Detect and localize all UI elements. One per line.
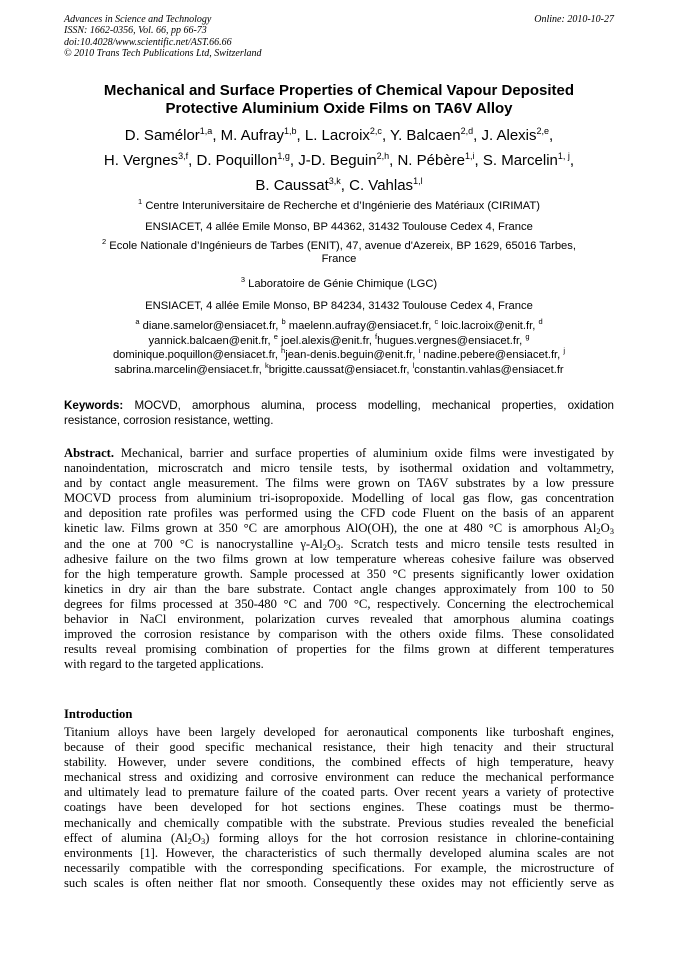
author: J. Alexis (481, 127, 537, 144)
email: diane.samelor@ensiacet.fr, (142, 320, 279, 332)
email-sup: b (281, 317, 286, 326)
email-list (40, 319, 638, 377)
author: S. Marcelin (482, 152, 558, 169)
email: sabrina.marcelin@ensiacet.fr, (114, 363, 262, 376)
abstract-line: adhesive failure on the two films grown at low temperature whereas cohesive failure was observed (64, 551, 614, 566)
email-sup: g (525, 331, 530, 341)
abstract-line: and deposition rate profiles was performed using the CFD code Fluent on the basis of an apparent (64, 506, 614, 521)
abstract-line: and by contact angle measurement. The films were grown on TA6V substrates by a low pressure (64, 476, 614, 491)
copyright-line: © 2010 Trans Tech Publications Ltd, Switzerland (64, 47, 262, 59)
affiliation-name: Ecole Nationale d’Ingénieurs de Tarbes (ENIT), 47, avenue d'Azereix, BP 1629, 65016 Tarbes, (109, 240, 576, 252)
abstract-text: O (600, 521, 610, 536)
abstract-line: MOCVD process from aluminium tri-isopropoxide. Modelling of local gas flow, gas concentration (64, 491, 614, 506)
keywords-text: resistance, corrosion resistance, wetting. (64, 413, 274, 427)
abstract-text: O (326, 536, 337, 551)
affiliation-country: France (321, 253, 357, 265)
subscript: 2 (322, 541, 327, 552)
author: M. Aufray (220, 127, 285, 144)
abstract-line-6 (64, 521, 614, 536)
email-line-4 (40, 360, 638, 378)
affiliation-2 (40, 237, 638, 266)
title-line-1: Mechanical and Surface Properties of Chemical Vapour Deposited (103, 82, 575, 99)
abstract-line: degrees for films processed at 350-480 °C and 700 °C, respectively. Concerning the electrochemical (64, 596, 614, 611)
intro-line: environments [1]. However, the characteristics of such thermally developed alumina scales are not (64, 845, 614, 860)
author: Y. Balcaen (390, 127, 461, 144)
email: maelenn.aufray@ensiacet.fr, (288, 320, 432, 332)
email-sup: l (412, 360, 415, 370)
email: yannick.balcaen@enit.fr, (148, 334, 271, 347)
author-sup: 1, j (557, 151, 570, 161)
email-sup: i (418, 346, 421, 355)
abstract-label: Abstract. (64, 446, 115, 460)
subscript: 3 (609, 526, 614, 537)
author-line-1: D. Samélor$^{1,a}$, M. Aufray$^{1,b}$, L. Lacroix$^{2,c}$, Y. Balcaen$^{2,d}$, J. Alexis$^{2,e}$, (124, 126, 554, 144)
email: constantin.vahlas@ensiacet.fr (414, 363, 564, 376)
affiliation-3 (40, 275, 638, 291)
author-sup: 1,g (277, 151, 290, 161)
author-sup: 2,e (536, 126, 550, 136)
subscript: 2 (596, 526, 601, 537)
email-sup: a (135, 317, 140, 326)
abstract-block (64, 446, 614, 672)
email-sup: k (265, 360, 269, 370)
email-sup: e (273, 331, 278, 341)
abstract-line: with regard to the targeted applications. (64, 657, 264, 672)
author: N. Pébère (397, 152, 466, 169)
author: H. Vergnes (103, 152, 179, 169)
email-sup: d (538, 317, 543, 326)
author: J-D. Beguin (298, 152, 377, 169)
title-line-2: Protective Aluminium Oxide Films on TA6V Alloy (165, 100, 513, 117)
author: L. Lacroix (304, 127, 370, 144)
paper-title (60, 82, 618, 118)
author: B. Caussat (255, 177, 329, 194)
email: loic.lacroix@enit.fr, (441, 320, 536, 332)
issn-line: ISSN: 1662-0356, Vol. 66, pp 66-73 (64, 25, 207, 37)
affiliation-1-address (40, 221, 638, 234)
abstract-line: for the high temperature growth. Sample processed at 350 °C presents significantly lower oxidation (64, 566, 614, 581)
author-line-2: H. Vergnes$^{3,f}$, D. Poquillon$^{1,g}$, J-D. Beguin$^{2,h}$, N. Pébère$^{1,i}$, S. Marcelin$^{1, j}$, (103, 151, 575, 169)
introduction-block (64, 725, 614, 891)
intro-line: necessarily compatible with the corresponding specifications. For example, the microstructure of (64, 860, 614, 875)
abstract-text: and the one at 700 °C is nanocrystalline γ-Al (64, 536, 323, 551)
journal-name: Advances in Science and Technology (64, 14, 212, 25)
author-sup: 3,f (178, 151, 189, 161)
email-line-1 (40, 319, 638, 334)
abstract-line: behavior in NaCl environment, polarization curves revealed that amorphous alumina coatings (64, 612, 614, 627)
affiliation-address: ENSIACET, 4 allée Emile Monso, BP 84234, 31432 Toulouse Cedex 4, France (145, 300, 533, 312)
email-line-3 (40, 348, 638, 363)
intro-text: effect of alumina (Al (64, 830, 188, 845)
intro-line: mechanically and chemically compatible with the substrate. Previous studies revealed the beneficial (64, 815, 614, 830)
author-sup: 1,a (199, 126, 213, 136)
abstract-text: kinetic law. Films grown at 350 °C are amorphous AlO(OH), the one at 480 °C is amorphous Al (64, 521, 597, 536)
online-date: Online: 2010-10-27 (534, 14, 614, 25)
email: nadine.pebere@ensiacet.fr, (423, 349, 561, 361)
author-sup: 3,k (328, 176, 341, 186)
subscript: 3 (201, 835, 206, 846)
introduction-heading: Introduction (64, 707, 133, 721)
journal-header (64, 14, 614, 59)
abstract-line: improved the corrosion resistance by comparison with the others oxide films. These consolidated (64, 627, 614, 642)
email-line-2 (40, 331, 638, 349)
email: joel.alexis@enit.fr, (280, 334, 372, 347)
author: C. Vahlas (349, 177, 414, 194)
abstract-line: kinetics in dry air than the bare substrate. Contact angle changes approximately from 100 to 50 (64, 581, 614, 596)
abstract-line: results reveal promising combination of properties for the films grown at different temperatures (64, 642, 614, 657)
author-sup: 1,l (413, 176, 423, 186)
author: D. Samélor (124, 127, 200, 144)
intro-line-8 (64, 831, 614, 846)
author-sup: 2,h (376, 151, 390, 161)
affiliation-sup: 1 (138, 197, 143, 206)
subscript: 2 (187, 835, 192, 846)
author-list (40, 123, 638, 198)
keywords-block (64, 399, 614, 428)
email-sup: c (434, 317, 439, 326)
email: brigitte.caussat@ensiacet.fr, (268, 363, 410, 376)
affiliation-name: Centre Interuniversitaire de Recherche et d’Ingénierie des Matériaux (CIRIMAT) (145, 200, 540, 212)
abstract-text: Mechanical, barrier and surface properties of aluminium oxide films were investigated by (120, 446, 614, 460)
affiliation-name: Laboratoire de Génie Chimique (LGC) (248, 278, 438, 290)
affiliation-1 (40, 197, 638, 213)
author-sup: 1,b (284, 126, 297, 136)
intro-line: Titanium alloys have been largely developed for aeronautical components like turboshaft engines, (64, 725, 614, 739)
email: hugues.vergnes@ensiacet.fr, (377, 334, 523, 347)
keywords-text: MOCVD, amorphous alumina, process modelling, mechanical properties, oxidation (134, 399, 614, 412)
affiliation-sup: 3 (240, 275, 245, 284)
subscript: 3 (336, 541, 341, 552)
doi-line: doi:10.4028/www.scientific.net/AST.66.66 (64, 36, 232, 48)
intro-line: mechanical stress and oxidizing and corrosive environment can reduce the mechanical performance (64, 770, 614, 785)
author: D. Poquillon (196, 152, 278, 169)
affiliation-address: ENSIACET, 4 allée Emile Monso, BP 44362, 31432 Toulouse Cedex 4, France (145, 221, 533, 233)
email-sup: j (563, 346, 566, 355)
intro-text: ) forming alloys for the hot corrosion resistance in chlorine-containing (205, 830, 614, 845)
email: dominique.poquillon@ensiacet.fr, (112, 349, 278, 361)
email-sup: f (375, 331, 378, 341)
abstract-line: nanoindentation, microscratch and micro tensile tests, by isothermal oxidation and voltammetry, (64, 461, 614, 476)
abstract-line-7 (64, 537, 614, 552)
email-sup: h (281, 346, 286, 355)
author-line-3: B. Caussat$^{3,k}$, C. Vahlas$^{1,l}$ (255, 176, 423, 194)
affiliation-sup: 2 (102, 237, 107, 246)
intro-line: stability. However, under severe conditions, the combined effects of high temperature, heavy (64, 755, 614, 770)
author-sup: 2,d (460, 126, 474, 136)
intro-text: O (191, 830, 201, 845)
intro-line: and ultimately lead to premature failure of the coated parts. Over recent years a variety of protective (64, 785, 614, 800)
author-sup: 2,c (369, 126, 382, 136)
intro-line: coatings have been developed for hot sections engines. These coatings must be thermo- (64, 800, 614, 815)
keywords-label: Keywords: (64, 399, 124, 412)
author-sup: 1,i (465, 151, 475, 161)
intro-line: such scales is often neither flat nor smooth. Consequently these oxides may not efficiently serve as (64, 875, 614, 890)
affiliation-3-address (40, 300, 638, 313)
intro-line: because of their good specific mechanical resistance, their high tenacity and their structural (64, 740, 614, 755)
abstract-text: . Scratch tests and micro tensile tests resulted in (340, 536, 614, 551)
email: jean-denis.beguin@enit.fr, (285, 349, 416, 361)
